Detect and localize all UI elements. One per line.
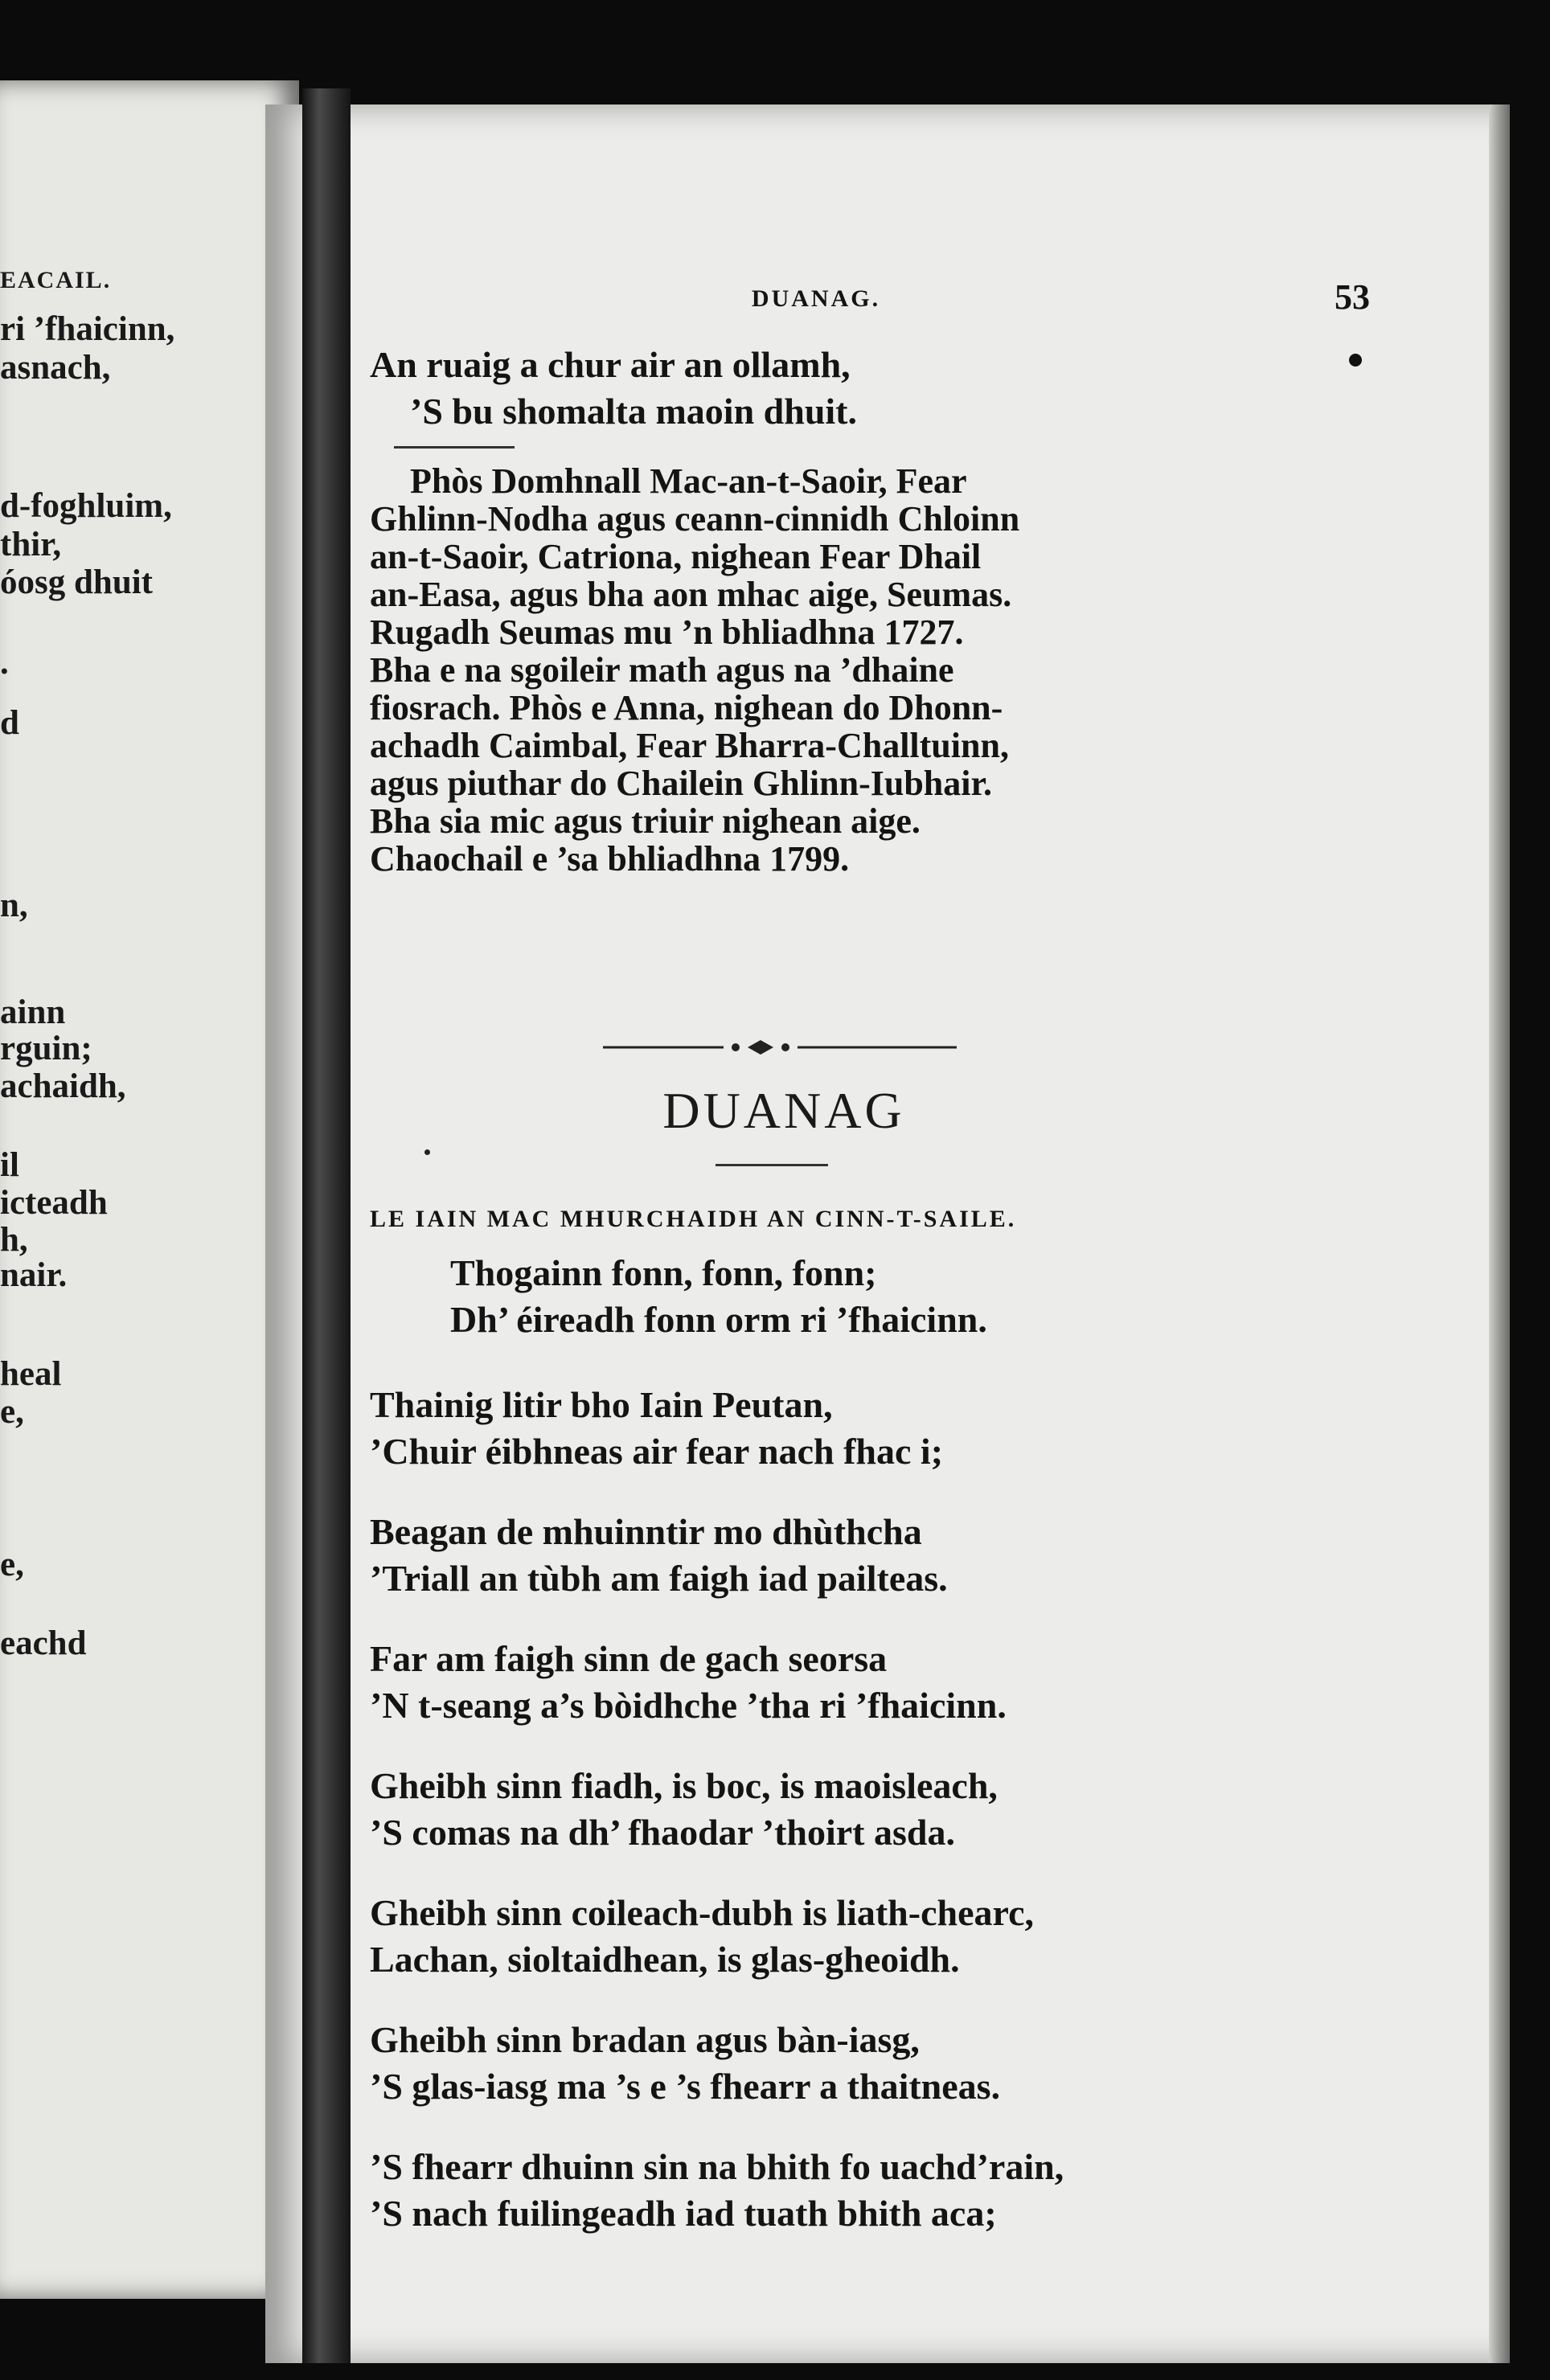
poem-line: ’Chuir éibhneas air fear nach fhac i; (370, 1431, 944, 1472)
ornament-divider (603, 1035, 957, 1059)
left-page-line: asnach, (0, 349, 111, 387)
left-page-line: n, (0, 887, 28, 924)
poem-line: Lachan, sioltaidhean, is glas-gheoidh. (370, 1939, 960, 1980)
left-page-line: h, (0, 1221, 28, 1259)
poem-line: Beagan de mhuinntir mo dhùthcha (370, 1511, 922, 1552)
prose-line: Bha e na sgoileir math agus na ’dhaine (370, 650, 954, 690)
stanza (370, 1509, 1375, 1602)
left-page-line: heal (0, 1355, 62, 1393)
poem-line: Gheibh sinn fiadh, is boc, is maoisleach, (370, 1765, 998, 1806)
poem-title: DUANAG (662, 1082, 905, 1139)
biographical-paragraph (370, 462, 1343, 878)
left-page-fragment (0, 80, 299, 2299)
poem-line: Gheibh sinn bradan agus bàn-iasg, (370, 2019, 920, 2060)
poem-line: Dh’ éireadh fonn orm ri ’fhaicinn. (450, 1299, 987, 1340)
poem-author: LE IAIN MAC MHURCHAIDH AN CINN-T-SAILE. (370, 1206, 1017, 1232)
left-page-line: il (0, 1146, 19, 1184)
prose-line: Rugadh Seumas mu ’n bhliadhna 1727. (370, 612, 964, 652)
intro-verse (370, 342, 857, 435)
left-page-running-head: EACAIL. (0, 267, 112, 293)
left-page-line: d (0, 704, 19, 742)
prose-line: Phòs Domhnall Mac-an-t-Saoir, Fear (410, 461, 967, 501)
poem-line: ’S comas na dh’ fhaodar ’thoirt asda. (370, 1812, 955, 1853)
title-rule (716, 1164, 828, 1166)
left-page-line: ri ’fhaicinn, (0, 310, 175, 348)
prose-line: Ghlinn-Nodha agus ceann-cinnidh Chloinn (370, 499, 1020, 539)
left-page-line: ainn (0, 993, 66, 1031)
page-number: 53 (1335, 277, 1370, 317)
poem-line: ’S fhearr dhuinn sin na bhith fo uachd’rain, (370, 2146, 1064, 2187)
left-page-line: e, (0, 1546, 24, 1583)
poem-line: Gheibh sinn coileach-dubh is liath-chearc, (370, 1892, 1035, 1933)
prose-line: agus piuthar do Chailein Ghlinn-Iubhair. (370, 764, 992, 803)
print-speck (424, 1149, 430, 1155)
prose-line: an-t-Saoir, Catriona, nighean Fear Dhail (370, 537, 982, 576)
poem-line: Thainig litir bho Iain Peutan, (370, 1384, 833, 1425)
stanza (370, 1636, 1375, 1729)
left-page-line: nair. (0, 1256, 68, 1294)
poem-line: Thogainn fonn, fonn, fonn; (450, 1252, 877, 1293)
running-head: DUANAG. (751, 285, 881, 312)
prose-line: Chaochail e ’sa bhliadhna 1799. (370, 839, 850, 879)
left-page-line: achaidh, (0, 1067, 126, 1105)
page-binding-shadow (302, 88, 351, 2363)
left-page-line: . (0, 644, 9, 682)
stanza (370, 1890, 1375, 1983)
poem-line: ’Triall an tùbh am faigh iad pailteas. (370, 1558, 948, 1599)
left-page-line: e, (0, 1393, 24, 1431)
poem-line: ’N t-seang a’s bòidhche ’tha ri ’fhaicinn. (370, 1685, 1007, 1726)
section-rule (394, 446, 515, 449)
left-page-line: óosg dhuit (0, 563, 153, 601)
right-page (265, 104, 1510, 2363)
poem-body (370, 1250, 1375, 2271)
page-content (370, 104, 1439, 2363)
prose-line: fiosrach. Phòs e Anna, nighean do Dhonn- (370, 688, 1003, 727)
verse-line: ’S bu shomalta maoin dhuit. (410, 391, 857, 432)
stanza (370, 1382, 1375, 1475)
verse-line: An ruaig a chur air an ollamh, (370, 344, 851, 385)
prose-line: achadh Caimbal, Fear Bharra-Challtuinn, (370, 726, 1009, 765)
stanza (370, 2017, 1375, 2110)
poem-line: ’S glas-iasg ma ’s e ’s fhearr a thaitneas. (370, 2066, 1001, 2107)
left-page-line: eachd (0, 1624, 87, 1662)
stanza (370, 1763, 1375, 1856)
prose-line: an-Easa, agus bha aon mhac aige, Seumas. (370, 575, 1012, 614)
print-mark (1349, 354, 1362, 367)
left-page-line: rguin; (0, 1030, 92, 1067)
page-edge (1489, 104, 1510, 2363)
prose-line: Bha sia mic agus triuir nighean aige. (370, 801, 921, 841)
left-page-line: icteadh (0, 1184, 108, 1222)
poem-line: Far am faigh sinn de gach seorsa (370, 1638, 888, 1679)
stanza (370, 2144, 1375, 2237)
poem-line: ’S nach fuilingeadh iad tuath bhith aca; (370, 2193, 997, 2234)
left-page-line: d-foghluim, (0, 487, 172, 525)
left-page-line: thir, (0, 526, 62, 563)
chorus (370, 1250, 1375, 1343)
